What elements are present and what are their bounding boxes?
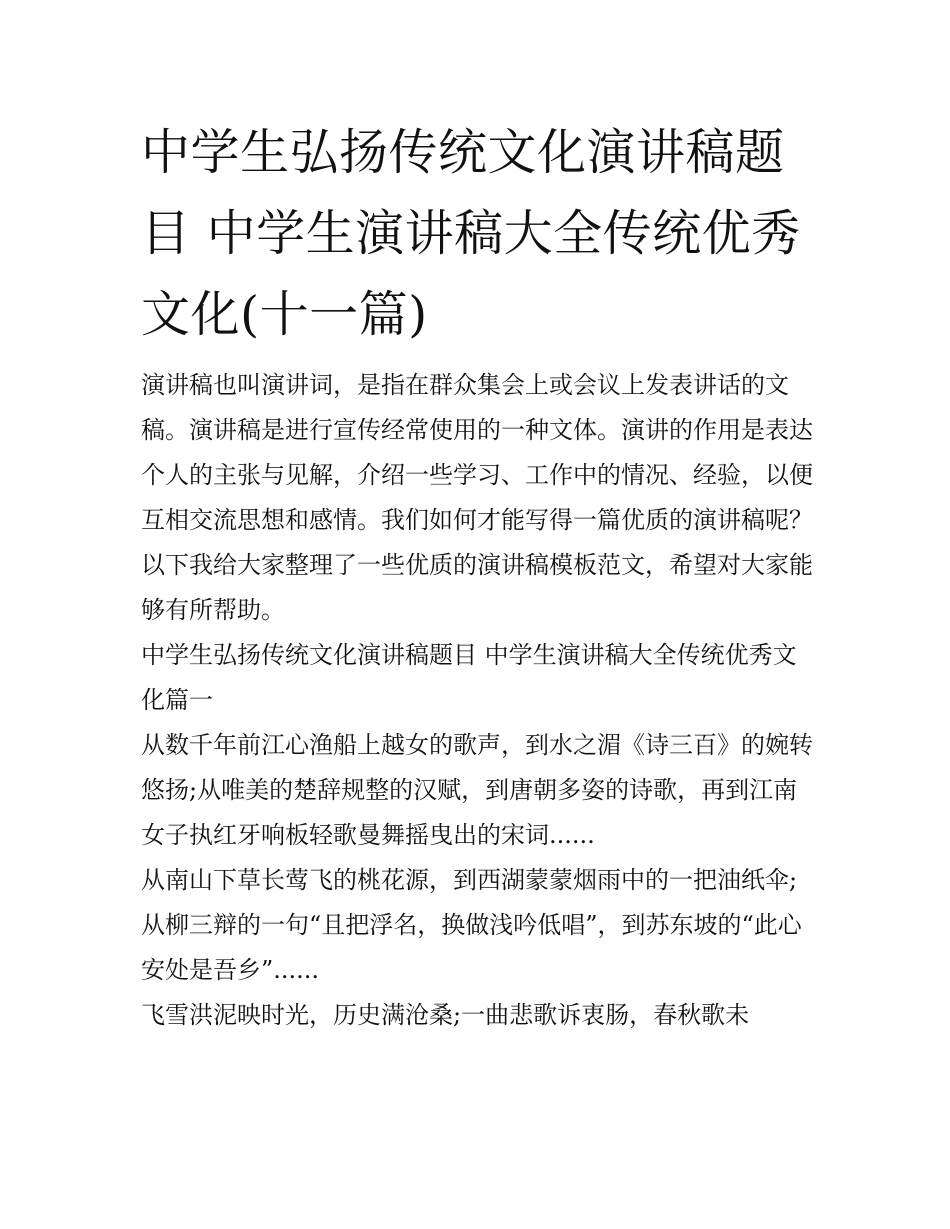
body-paragraph: 从数千年前江心渔船上越女的歌声，到水之湄《诗三百》的婉转悠扬;从唯美的楚辞规整的汉赋，到唐朝多姿的诗歌，再到江南女子执红牙响板轻歌曼舞摇曳出的宋词...... <box>141 731 813 849</box>
body-paragraph: 从南山下草长莺飞的桃花源，到西湖蒙蒙烟雨中的一把油纸伞;从柳三辩的一句“且把浮名，换做浅吟低唱”，到苏东坡的“此心安处是吾乡”...... <box>141 866 802 984</box>
document-title: 中学生弘扬传统文化演讲稿题目 中学生演讲稿大全传统优秀文化(十一篇) <box>141 124 801 343</box>
document-body <box>141 112 816 1038</box>
section-heading: 中学生弘扬传统文化演讲稿题目 中学生演讲稿大全传统优秀文化篇一 <box>141 641 797 714</box>
intro-paragraph: 演讲稿也叫演讲词，是指在群众集会上或会议上发表讲话的文稿。演讲稿是进行宣传经常使用的一种文体。演讲的作用是表达个人的主张与见解，介绍一些学习、工作中的情况、经验，以便互相交流思想和感情。我们如何才能写得一篇优质的演讲稿呢？以下我给大家整理了一些优质的演讲稿模板范文，希望对大家能够有所帮助。 <box>141 371 813 624</box>
body-paragraph: 飞雪洪泥映时光，历史满沧桑;一曲悲歌诉衷肠，春秋歌未 <box>141 1001 750 1029</box>
